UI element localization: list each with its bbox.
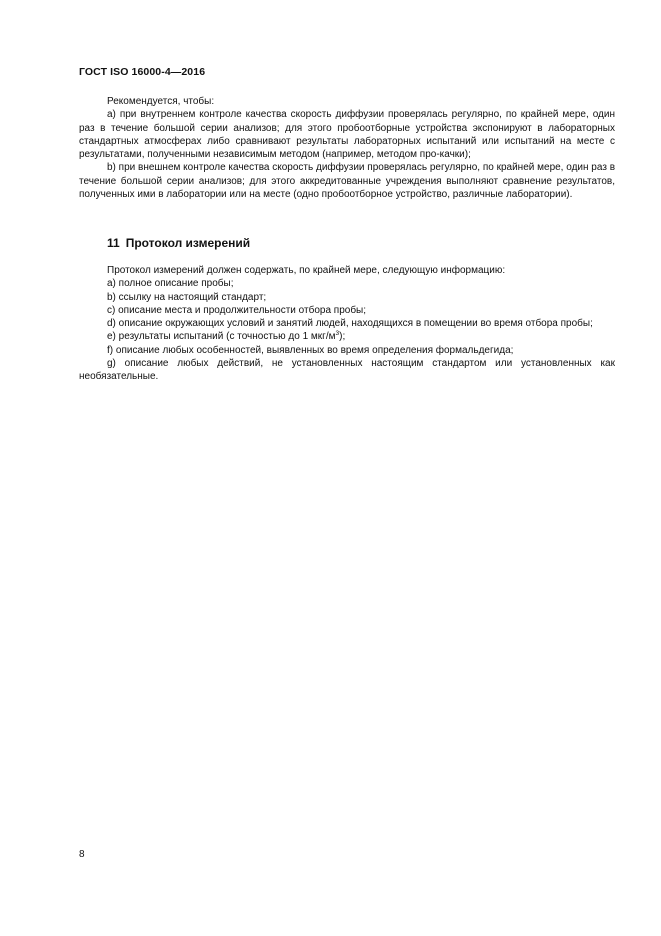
protocol-requirements-block	[79, 264, 615, 384]
document-header: ГОСТ ISO 16000-4—2016	[79, 66, 206, 78]
recommendation-item-b: b) при внешнем контроле качества скорость диффузии проверялась регулярно, по крайней мере, один раз в течение большой серии анализов; для этого аккредитованные учреждения выполняют сравнение результатов, полученных ими в лаборатории или на месте (одно пробоотборное устройство, различные лаборатории).	[79, 162, 615, 201]
protocol-item-c: c) описание места и продолжительности отбора пробы;	[107, 304, 367, 316]
protocol-item-e-text: e) результаты испытаний (с точностью до 1 мкг/м	[107, 331, 336, 343]
protocol-item-f: f) описание любых особенностей, выявленных во время определения формальдегида;	[107, 344, 514, 356]
page-number: 8	[79, 849, 85, 860]
recommendation-item-a: a) при внутреннем контроле качества скорость диффузии проверялась регулярно, по крайней мере, один раз в течение большой серии анализов; для этого пробоотборные устройства экспонируют в лабораторных стандартных атмосферах либо сравнивают результаты лабораторных испытаний или испытаний на месте с результатами, полученными независимым методом (например, методом про-качки);	[79, 109, 615, 161]
protocol-item-e	[79, 330, 615, 343]
section-heading	[107, 236, 250, 250]
protocol-item-g: g) описание любых действий, не установленных настоящим стандартом или установленных как необязательные.	[79, 358, 615, 383]
protocol-item-d: d) описание окружающих условий и занятий людей, находящихся в помещении во время отбора пробы;	[107, 318, 593, 330]
recommendations-lead: Рекомендуется, чтобы:	[107, 96, 215, 107]
section-number: 11	[107, 236, 120, 250]
section-title-text: Протокол измерений	[125, 236, 251, 250]
protocol-item-b: b) ссылку на настоящий стандарт;	[107, 291, 267, 303]
protocol-item-a: a) полное описание пробы;	[107, 278, 234, 290]
protocol-item-e-superscript: 3	[335, 330, 340, 338]
recommendations-block	[79, 95, 615, 201]
protocol-lead: Протокол измерений должен содержать, по крайней мере, следующую информацию:	[107, 265, 506, 276]
protocol-item-e-tail: );	[339, 331, 346, 343]
